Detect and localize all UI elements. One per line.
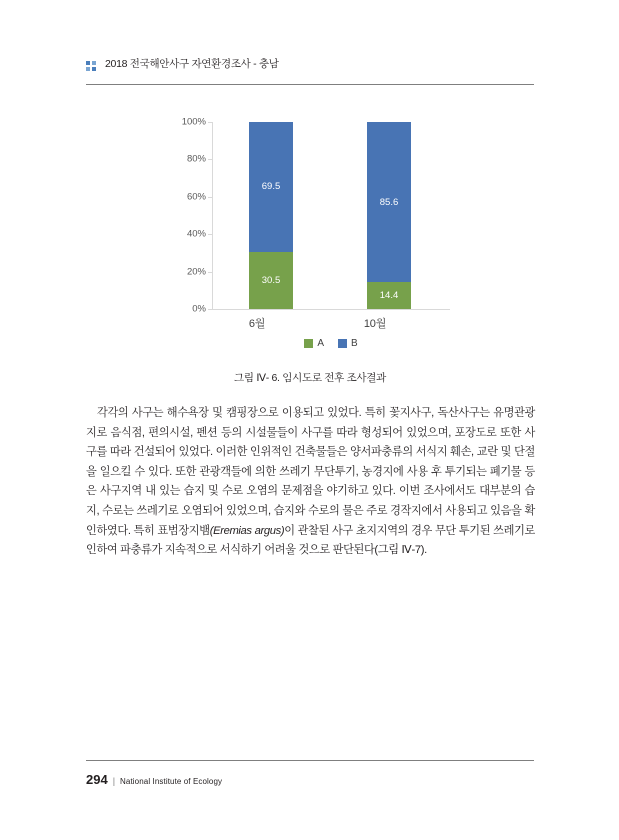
page-footer [86,772,534,792]
y-tick-mark [208,234,212,235]
bar-segment-a: 30.5 [249,252,293,309]
x-tick-label: 10월 [363,318,387,330]
y-tick-mark [208,197,212,198]
header-title: 2018 전국해안사구 자연환경조사 - 충남 [105,58,279,70]
page-number: 294 [86,772,108,787]
footer-separator: | [112,776,116,786]
paragraph-part-1: 각각의 사구는 해수욕장 및 캠핑장으로 이용되고 있었다. 특히 꽃지사구, 독산사구는 유명관광지로 음식점, 편의시설, 펜션 등의 시설물들이 사구를 따라 형성되어 있었으며, 포장도로 또한 사구를 따라 건설되어 있었다. 이러한 인위적인 건축물들은 양서파충류의 서식지 훼손, 교란 및 단절을 일으킬 수 있다. 또한 관광객들에 의한 쓰레기 무단투기, 농경지에 사용 후 투기되는 폐기물 등은 사구지역 내 있는 습지 및 수로 오염의 문제점을 야기하고 있다. 이번 조사에서도 대부분의 습지, 수로는 쓰레기로 오염되어 있었으며, 습지와 수로의 물은 주로 경작지에서 사용되고 있음을 확인하였다. 특히 표범장지뱀 [86,407,535,537]
y-tick-label: 0% [192,303,206,315]
bar-column [249,122,293,309]
legend-swatch-icon [304,339,313,348]
bar-column [367,122,411,309]
legend-swatch-icon [338,339,347,348]
page-header [86,56,534,82]
bar-segment-b: 69.5 [249,122,293,252]
legend-item-b [338,338,358,349]
scientific-name: (Eremias argus) [209,524,285,537]
bar-segment-b: 85.6 [367,122,411,282]
y-tick-mark [208,309,212,310]
chart-plot-area [181,116,450,315]
x-axis-line [212,309,450,310]
legend-label-a: A [317,338,324,349]
four-squares-logo-icon [86,61,99,72]
footer-organization: National Institute of Ecology [120,777,223,786]
x-tick-label: 6월 [248,318,266,330]
figure-caption: 그림 Ⅳ- 6. 임시도로 전후 조사결과 [234,372,386,384]
chart-legend [212,338,450,349]
y-tick-label: 80% [186,153,206,165]
y-tick-mark [208,159,212,160]
y-tick-mark [208,272,212,273]
y-tick-label: 40% [186,228,206,240]
paragraph-part-2: 이 관찰된 사구 초지지역의 경우 무단 투기된 쓰레기로 인하여 파충류가 지속적으로 서식하기 어려울 것으로 판단된다(그림 Ⅳ-7). [86,524,535,557]
header-divider [86,84,534,85]
y-tick-mark [208,122,212,123]
bar-segment-a: 14.4 [367,282,411,309]
legend-item-a [304,338,324,349]
footer-divider [86,760,534,761]
stacked-bar-chart [150,110,480,360]
legend-label-b: B [351,338,358,349]
y-tick-label: 60% [186,191,206,203]
y-tick-label: 20% [186,266,206,278]
y-tick-label: 100% [181,116,206,128]
body-paragraph [86,404,535,561]
